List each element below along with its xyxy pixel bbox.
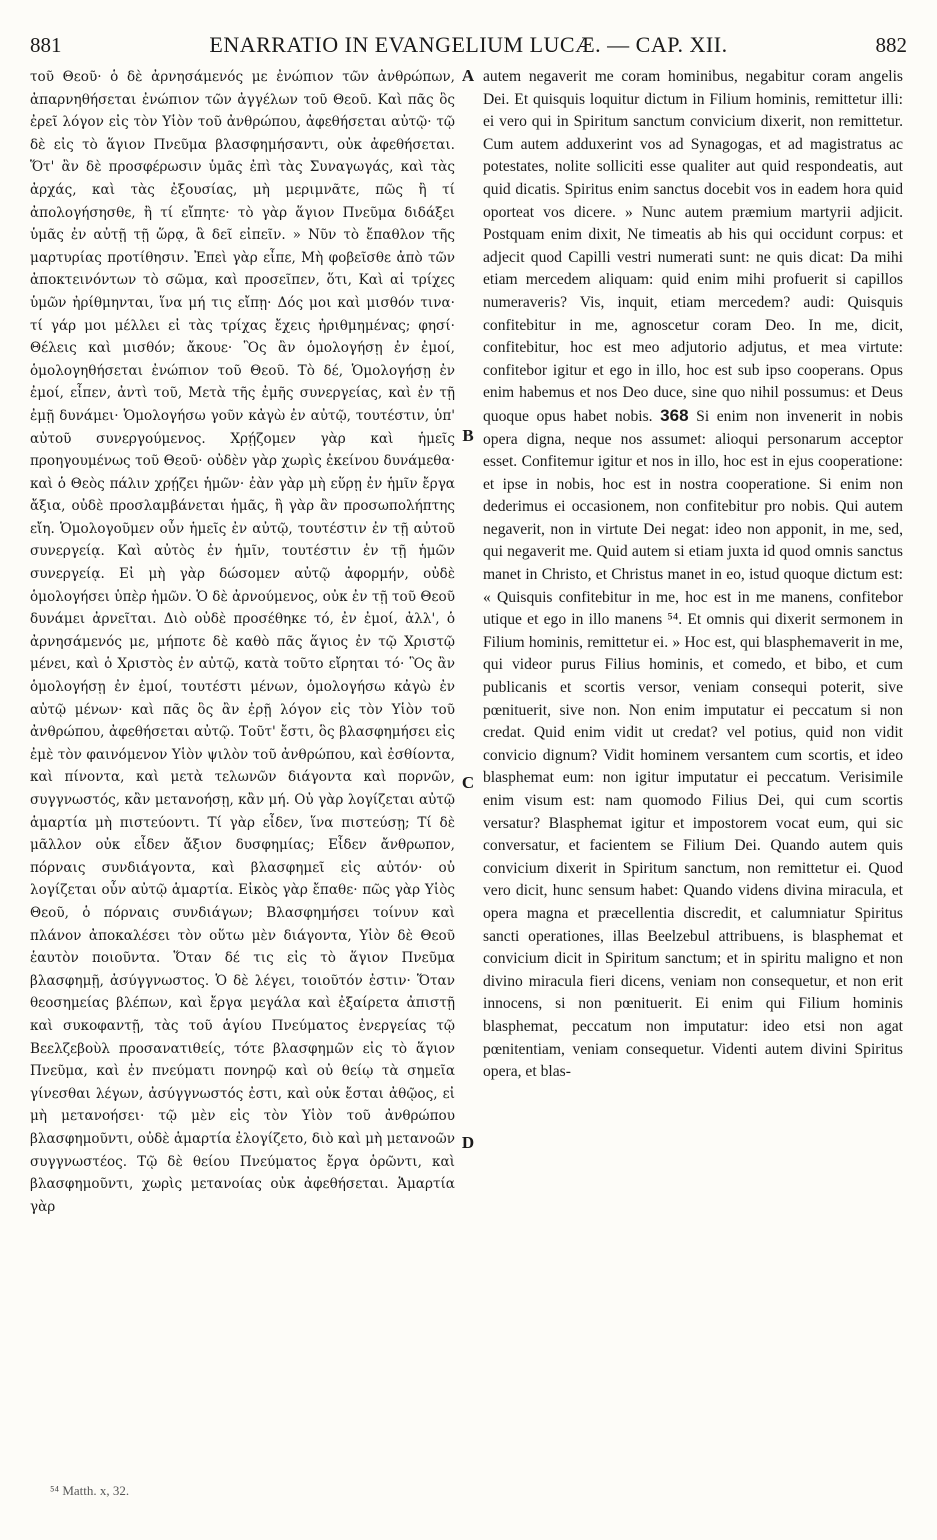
margin-letter-c: C (461, 773, 475, 792)
margin-letter-b: B (462, 426, 474, 445)
latin-text-part-1: autem negaverit me coram hominibus, negabitur coram angelis Dei. Et quisquis loquitur dictum in Filium hominis, remittetur illi: ei vero qui in Spiritum sanctum convicium dixerit, non remittetur. Cum autem adduxerint vos ad Synagogas, et ad magistratus ac potestates, nolite solliciti esse qualiter aut quid respondeatis, aut quid dicatis. Spiritus enim sanctus docebit vos in eadem hora quid oporteat vos dicere. » Nunc autem præmium martyrii adjicit. Postquam enim dixit, Ne timeatis ab his qui occidunt corpus: et adjecit quod Capilli vestri numerati sunt: ne quis dicat: Da mihi etiam mercedem aliquam: quid enim mihi profuerit si capillos numeraveris? Vis, inquit, etiam mercedem? audi: Quisquis confitebitur in me, agnoscetur coram Deo. In me, dicit, confitebitur, hoc est meo adjutorio adjutus, et mea virtute: confitebor igitur et ego in illo, hoc est sub ipso cooperans. Opus enim habemus et nos Deo duce, sine quo nihil possumus: et Deus quoque opus habet nobis. (483, 68, 903, 425)
page-title: ENARRATIO IN EVANGELIUM LUCÆ. — CAP. XII. (209, 32, 728, 57)
latin-paragraph (483, 66, 903, 1084)
page-marker: 368 (660, 405, 689, 425)
margin-letter-a: A (461, 66, 475, 85)
latin-column (483, 66, 903, 1466)
right-page-number: 882 (875, 33, 907, 57)
greek-paragraph: τοῦ Θεοῦ· ὁ δὲ ἀρνησάμενός με ἐνώπιον τῶν ἀνθρώπων, ἀπαρνηθήσεται ἐνώπιον τῶν ἀγγέλων τοῦ Θεοῦ. Καὶ πᾶς ὃς ἐρεῖ λόγον εἰς τὸν Υἱὸν τοῦ ἀνθρώπου, ἀφεθήσεται αὐτῷ· τῷ δὲ εἰς τὸ ἅγιον Πνεῦμα βλασφημήσαντι, οὐκ ἀφεθήσεται. Ὅτ' ἂν δὲ προσφέρωσιν ὑμᾶς ἐπὶ τὰς Συναγωγάς, καὶ τὰς ἀρχάς, καὶ τὰς ἐξουσίας, μὴ μεριμνᾶτε, πῶς ἢ τί ἀπολογήσησθε, ἢ τί εἴπητε· τὸ γὰρ ἅγιον Πνεῦμα διδάξει ὑμᾶς ἐν αὐτῇ τῇ ὥρᾳ, ἃ δεῖ εἰπεῖν. » Νῦν τὸ ἔπαθλον τῆς μαρτυρίας προτίθησιν. Ἐπεὶ γὰρ εἶπε, Μὴ φοβεῖσθε ἀπὸ τῶν ἀποκτεινόντων τὸ σῶμα, καὶ προσεῖπεν, ὅτι, Καὶ αἱ τρίχες ὑμῶν ἠρίθμηνται, ἵνα μή τις εἴπῃ· Δός μοι καὶ μισθόν τινα· τί γάρ μοι μέλλει εἰ τὰς τρίχας ἔχεις ἠριθμημένας; φησί· Θέλεις καὶ μισθόν; ἄκουε· Ὃς ἂν ὁμολογήσῃ ἐν ἐμοί, ὁμολογηθήσεται ἐνώπιον τοῦ Θεοῦ. Τὸ δέ, Ὁμολογήσῃ ἐν ἐμοί, εἶπεν, ἀντὶ τοῦ, Μετὰ τῆς ἐμῆς συνεργείας, καὶ ἐν τῇ ἐμῇ δυνάμει· Ὁμολογήσω γοῦν κἀγὼ ἐν αὐτῷ, τουτέστιν, ὑπ' αὐτοῦ συνεργούμενος. Χρῄζομεν γὰρ καὶ ἡμεῖς προηγουμένως τοῦ Θεοῦ· οὐδὲν γὰρ χωρὶς ἐκείνου δυνάμεθα· καὶ ὁ Θεὸς πάλιν χρῄζει ἡμῶν· ἐὰν γὰρ μὴ εὕρῃ ἐν ἡμῖν ἔργα ἄξια, οὐδὲ προσλαμβάνεται ἡμᾶς, ἢ γὰρ ἂν προσωπολήπτης εἴη. Ὁμολογοῦμεν οὖν ἡμεῖς ἐν αὐτῷ, τουτέστιν ἐν τῇ αὐτοῦ συνεργείᾳ. Καὶ αὐτὸς ἐν ἡμῖν, τουτέστιν ἐν τῇ ἡμῶν συνεργείᾳ. Εἰ μὴ γὰρ δώσομεν αὐτῷ ἀφορμήν, οὐδὲ ὁμολογήσει ὑπὲρ ἡμῶν. Ὁ δὲ ἀρνούμενος, οὐκ ἐν τῇ τοῦ Θεοῦ δυνάμει ἀρνεῖται. Διὸ οὐδὲ προσέθηκε τό, ἐν ἐμοί, ἀλλ', ὁ ἀρνησάμενός με, μήποτε δὲ καθὸ πᾶς ἅγιος ἐν τῷ Χριστῷ μένει, καὶ ὁ Χριστὸς ἐν αὐτῷ, κατὰ τοῦτο εἴρηται τό· Ὃς ἂν ὁμολογήσῃ ἐν ἐμοί, τουτέστι μένων, ὁμολογήσω κἀγὼ ἐν αὐτῷ μένων· καὶ πᾶς ὃς ἂν ἐρῇ λόγον εἰς τὸν Υἱὸν τοῦ ἀνθρώπου, ἀφεθήσεται αὐτῷ. Τοῦτ' ἔστι, ὃς βλασφημήσει εἰς ἐμὲ τὸν φαινόμενον Υἱὸν ψιλὸν τοῦ ἀνθρώπου, καὶ ἐσθίοντα, καὶ πίνοντα, καὶ μετὰ τελωνῶν διάγοντα καὶ πορνῶν, συγγνωστός, κἂν μετανοήσῃ, κἂν μή. Οὐ γὰρ λογίζεται αὐτῷ ἁμαρτία μὴ πιστεύοντι. Τί γὰρ εἶδεν, ἵνα πιστεύσῃ; Τί δὲ μᾶλλον οὐκ εἶδεν ἄξιον δυσφημίας; Εἶδεν ἄνθρωπον, πόρναις συνδιάγοντα, καὶ βλασφημεῖ εἰς αὐτόν· οὐ λογίζεται οὖν αὐτῷ ἁμαρτία. Εἰκὸς γὰρ ἔπαθε· πῶς γὰρ Υἱὸς Θεοῦ, ὁ πόρναις συνδιάγων; Βλασφημήσει τοίνυν καὶ πλάνον ἀποκαλέσει τὸν οὕτω μὲν διάγοντα, Υἱὸν δὲ Θεοῦ ἑαυτὸν ποιοῦντα. Ὅταν δέ τις εἰς τὸ ἅγιον Πνεῦμα βλασφημῇ, ἀσύγγνωστος. Ὁ δὲ λέγει, τοιοῦτόν ἐστιν· Ὅταν θεοσημείας βλέπων, καὶ ἔργα μεγάλα καὶ ἐξαίρετα ἀπιστῇ καὶ συκοφαντῇ, τὰς τοῦ ἁγίου Πνεύματος ἐνεργείας τῷ Βεελζεβοὺλ προσανατιθείς, τότε βλασφημῶν εἰς τὸ ἅγιον Πνεῦμα, καὶ ἐν πνεύματι πονηρῷ καὶ οὐ θείῳ τὰ σημεῖα γίνεσθαι λέγων, ἀσύγγνωστός ἐστι, καὶ οὐκ ἔσται ἀθῷος, εἰ μὴ μετανοήσει· τῷ μὲν εἰς τὸν Υἱὸν τοῦ ἀνθρώπου βλασφημοῦντι, οὐδὲ ἁμαρτία ἐλογίζετο, διὸ καὶ μὴ μετανοῶν συγγνωστέος. Τῷ δὲ θείου Πνεύματος ἔργα ὁρῶντι, καὶ βλασφημοῦντι, χωρὶς μετανοίας οὐκ ἀφεθήσεται. Ἁμαρτία γὰρ (30, 69, 455, 1215)
greek-column (30, 66, 455, 1466)
left-page-number: 881 (30, 33, 62, 57)
footnote: ⁵⁴ Matth. x, 32. (50, 1483, 130, 1498)
margin-letter-d: D (461, 1133, 475, 1152)
running-head (30, 30, 907, 60)
latin-text-part-2: Si enim non invenerit in nobis opera digna, neque nos assumet: alioqui personarum acceptor esset. Confitemur igitur et nos in illo, hoc est in ejus cooperatione: et ipse in nobis, hoc est in nostra cooperatione. Si enim non dederimus ei occasionem, non confitebitur pro nobis. Qui autem negaverit, non in virtute Dei negat: ideo non apponit, in me, sed, qui negaverit me. Quid autem si etiam juxta id quod omnis sanctus manet in Christo, et Christus manet in eo, istud quoque dictum est: « Quisquis confitebitur in me, hoc est in me manens, confitebor utique et ego in illo manens ⁵⁴. Et omnis qui dixerit sermonem in Filium hominis, remittetur ei. » Hoc est, qui blasphemaverit in me, qui videor purus Filius hominis, et comedo, et bibo, et cum publicanis et scortis versor, veniam consequi poterit, sive pœnituerit, sive non. Non enim imputatur ei peccatum si non credat. Quid enim vidit ut credat? vel potius, quid non vidit convicio dignum? Vidit hominem versantem cum scortis, et ideo blasphemat eum: non igitur imputatur ei peccatum. Verisimile enim visum est: nam quomodo Filius Dei, qui cum scortis versatur? Blasphemat igitur et impostorem vocat eum, qui sic conversatur, et facientem se Filium Dei. Quando autem quis convicium dixerit in Spiritum sanctum, non remittetur ei. Quod vero dicit, hunc sensum habet: Quando videns divina miracula, et opera magna et præcellentia discredit, et calumniatur Spiritus sancti operationes, illas Beelzebul attribuens, is blasphemat et convicium dicit in Spiritum sanctum; et in spiritu maligno et non divino miracula fieri dicens, veniam non consequetur, et non erit innocens, si non pœnituerit. Ei enim qui Filium hominis blasphemat, peccatum non imputatur: ideo etsi non agat pœnitentiam, veniam consequetur. Videnti autem divini Spiritus opera, et blas- (483, 407, 903, 1081)
